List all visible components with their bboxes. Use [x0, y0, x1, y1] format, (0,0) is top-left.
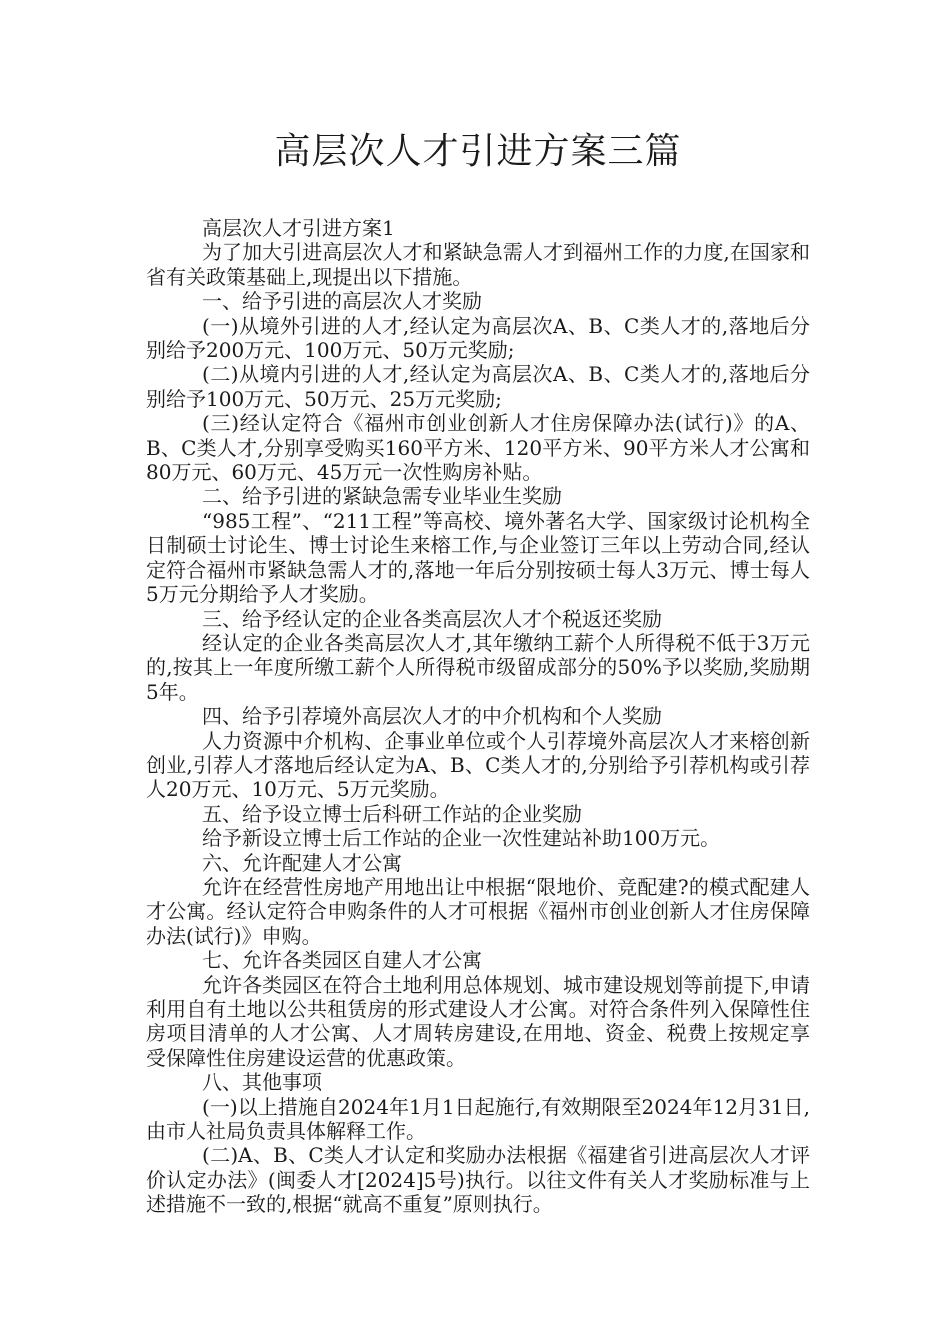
section-heading-6: 六、允许配建人才公寓	[202, 850, 402, 875]
section-heading-5: 五、给予设立博士后科研工作站的企业奖励	[202, 801, 582, 826]
section-heading-3: 三、给予经认定的企业各类高层次人才个税返还奖励	[202, 606, 662, 631]
body-paragraph: 人力资源中介机构、企事业单位或个人引荐境外高层次人才来榕创新创业,引荐人才落地后经认定为A、B、C类人才的,分别给予引荐机构或引荐人20万元、10万元、5万元奖励。	[146, 728, 810, 802]
section-heading-4: 四、给予引荐境外高层次人才的中介机构和个人奖励	[202, 704, 662, 729]
body-paragraph: (二)A、B、C类人才认定和奖励办法根据《福建省引进高层次人才评价认定办法》(闽委人才[2024]5号)执行。以往文件有关人才奖励标准与上述措施不一致的,根据“就高不重复”原则执行。	[146, 1143, 810, 1217]
body-paragraph: (三)经认定符合《福州市创业创新人才住房保障办法(试行)》的A、B、C类人才,分别享受购买160平方米、120平方米、90平方米人才公寓和80万元、60万元、45万元一次性购房补贴。	[146, 411, 810, 485]
document-page	[146, 126, 810, 1217]
body-paragraph: 给予新设立博士后工作站的企业一次性建站补助100万元。	[202, 826, 721, 851]
section-heading-1: 一、给予引进的高层次人才奖励	[202, 289, 482, 314]
body-paragraph: 经认定的企业各类高层次人才,其年缴纳工薪个人所得税不低于3万元的,按其上一年度所缴工薪个人所得税市级留成部分的50%予以奖励,奖励期5年。	[146, 630, 810, 704]
section-heading-2: 二、给予引进的紧缺急需专业毕业生奖励	[202, 484, 562, 509]
body-paragraph: (二)从境内引进的人才,经认定为高层次A、B、C类人才的,落地后分别给予100万元、50万元、25万元奖励;	[146, 362, 810, 411]
body-paragraph: (一)从境外引进的人才,经认定为高层次A、B、C类人才的,落地后分别给予200万元、100万元、50万元奖励;	[146, 313, 810, 363]
body-paragraph: 允许各类园区在符合土地利用总体规划、城市建设规划等前提下,申请利用自有土地以公共租赁房的形式建设人才公寓。对符合条件列入保障性住房项目清单的人才公寓、人才周转房建设,在用地、资金、税费上按规定享受保障性住房建设运营的优惠政策。	[146, 972, 810, 1070]
section-heading-plan-1: 高层次人才引进方案1	[202, 216, 395, 240]
body-paragraph: 允许在经营性房地产用地出让中根据“限地价、竞配建?的模式配建人才公寓。经认定符合申购条件的人才可根据《福州市创业创新人才住房保障办法(试行)》申购。	[146, 874, 810, 948]
document-body	[146, 216, 810, 1217]
section-heading-7: 七、允许各类园区自建人才公寓	[202, 948, 482, 973]
section-heading-8: 八、其他事项	[202, 1070, 322, 1095]
body-paragraph: “985工程”、“211工程”等高校、境外著名大学、国家级讨论机构全日制硕士讨论生、博士讨论生来榕工作,与企业签订三年以上劳动合同,经认定符合福州市紧缺急需人才的,落地一年后分别按硕士每人3万元、博士每人5万元分期给予人才奖励。	[146, 508, 810, 607]
document-title: 高层次人才引进方案三篇	[274, 131, 682, 172]
intro-paragraph: 为了加大引进高层次人才和紧缺急需人才到福州工作的力度,在国家和省有关政策基础上,现提出以下措施。	[146, 240, 810, 289]
body-paragraph: (一)以上措施自2024年1月1日起施行,有效期限至2024年12月31日,由市人社局负责具体解释工作。	[146, 1094, 810, 1144]
